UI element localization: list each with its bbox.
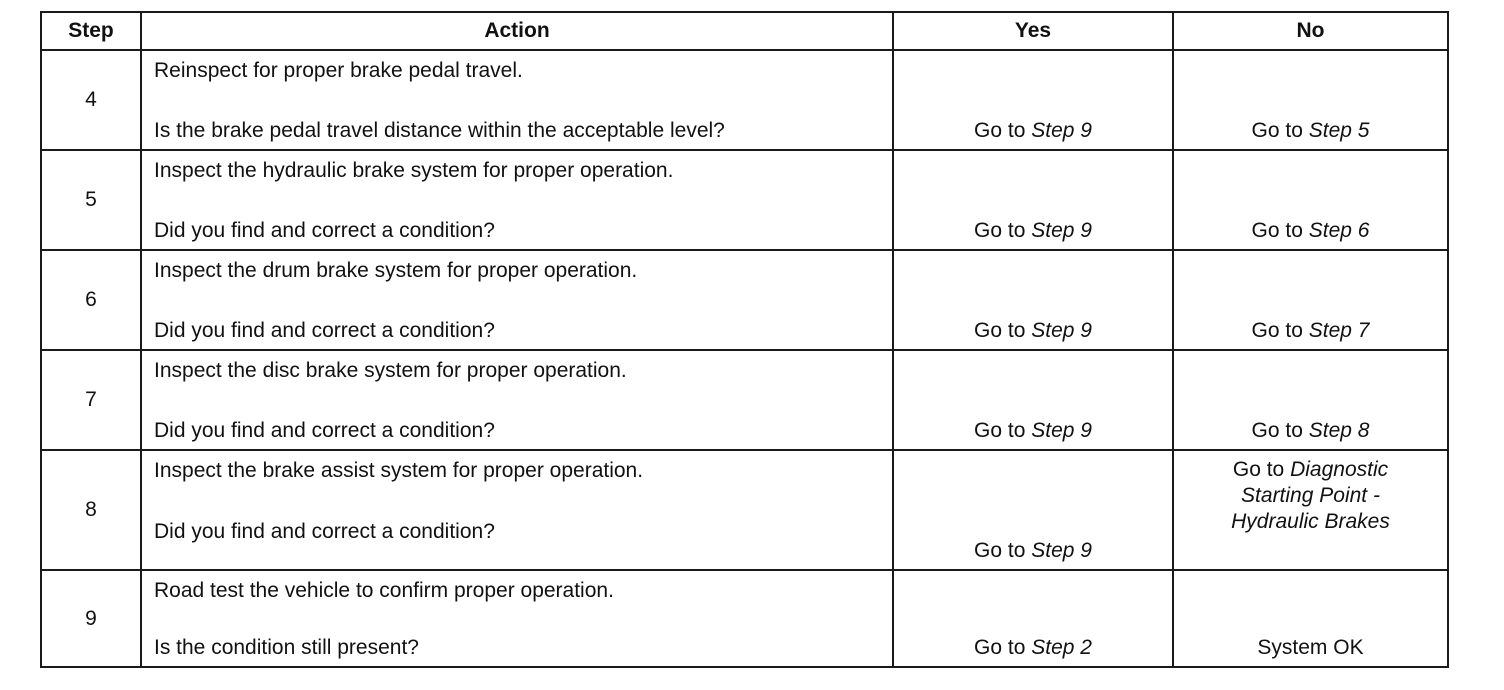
- yes-goto[interactable]: [894, 319, 1172, 343]
- no-goto[interactable]: [1174, 457, 1447, 535]
- yes-cell: [893, 50, 1173, 150]
- goto-prefix: Go to: [1232, 458, 1285, 481]
- action-cell: [141, 570, 893, 667]
- step-number: 6: [41, 250, 141, 350]
- goto-prefix: Go to: [974, 636, 1026, 659]
- action-question: Is the condition still present?: [154, 636, 419, 659]
- table-row: [41, 350, 1448, 450]
- no-cell: [1173, 250, 1448, 350]
- yes-cell: [893, 450, 1173, 570]
- action-instruction: Inspect the brake assist system for proper operation.: [154, 459, 644, 482]
- table-row: [41, 250, 1448, 350]
- action-instruction: Road test the vehicle to confirm proper operation.: [154, 579, 614, 602]
- goto-prefix: Go to: [974, 119, 1026, 142]
- action-instruction: Inspect the hydraulic brake system for proper operation.: [154, 159, 674, 182]
- action-question: Did you find and correct a condition?: [154, 219, 495, 242]
- action-instruction: Inspect the disc brake system for proper operation.: [154, 359, 627, 382]
- header-action: Action: [141, 12, 893, 50]
- yes-cell: [893, 570, 1173, 667]
- yes-cell: [893, 350, 1173, 450]
- step-number: 4: [41, 50, 141, 150]
- yes-goto[interactable]: [894, 539, 1172, 563]
- table-row: [41, 570, 1448, 667]
- header-step: Step: [41, 12, 141, 50]
- step-number: 8: [41, 450, 141, 570]
- diagnostic-table: [40, 11, 1449, 668]
- goto-ref: Hydraulic Brakes: [1231, 510, 1390, 533]
- header-no: No: [1173, 12, 1448, 50]
- header-yes: Yes: [893, 12, 1173, 50]
- action-question: Did you find and correct a condition?: [154, 520, 495, 543]
- action-instruction: Reinspect for proper brake pedal travel.: [154, 59, 523, 82]
- step-number: 5: [41, 150, 141, 250]
- goto-prefix: Go to: [974, 539, 1026, 562]
- action-question: Did you find and correct a condition?: [154, 419, 495, 442]
- yes-goto[interactable]: [894, 119, 1172, 143]
- goto-ref: Step 7: [1308, 319, 1370, 342]
- goto-prefix: Go to: [1251, 419, 1303, 442]
- goto-ref: Step 9: [1031, 319, 1092, 342]
- table-row: [41, 450, 1448, 570]
- no-cell: [1173, 350, 1448, 450]
- action-question: Did you find and correct a condition?: [154, 319, 495, 342]
- action-instruction: Inspect the drum brake system for proper operation.: [154, 259, 638, 282]
- goto-ref: Starting Point -: [1241, 484, 1380, 507]
- action-cell: [141, 250, 893, 350]
- goto-ref: Step 9: [1031, 119, 1092, 142]
- no-cell: [1173, 570, 1448, 667]
- table-row: [41, 150, 1448, 250]
- no-goto[interactable]: [1174, 319, 1447, 343]
- no-goto[interactable]: [1174, 419, 1447, 443]
- goto-ref: Step 6: [1308, 219, 1370, 242]
- no-goto[interactable]: [1174, 119, 1447, 143]
- yes-goto[interactable]: [894, 219, 1172, 243]
- goto-ref: Step 5: [1308, 119, 1370, 142]
- goto-ref: Step 9: [1031, 539, 1092, 562]
- goto-prefix: Go to: [974, 419, 1026, 442]
- yes-goto[interactable]: [894, 419, 1172, 443]
- table-row: [41, 50, 1448, 150]
- step-number: 9: [41, 570, 141, 667]
- goto-prefix: Go to: [1251, 119, 1303, 142]
- system-ok-text: System OK: [1257, 636, 1364, 659]
- action-question: Is the brake pedal travel distance within the acceptable level?: [154, 119, 725, 142]
- goto-prefix: Go to: [974, 319, 1026, 342]
- goto-ref: Diagnostic: [1290, 458, 1389, 481]
- yes-cell: [893, 250, 1173, 350]
- goto-prefix: Go to: [974, 219, 1026, 242]
- yes-goto[interactable]: [894, 636, 1172, 660]
- yes-cell: [893, 150, 1173, 250]
- action-cell: [141, 450, 893, 570]
- goto-prefix: Go to: [1251, 219, 1303, 242]
- step-number: 7: [41, 350, 141, 450]
- goto-prefix: Go to: [1251, 319, 1303, 342]
- no-cell: [1173, 450, 1448, 570]
- no-cell: [1173, 150, 1448, 250]
- goto-ref: Step 8: [1308, 419, 1370, 442]
- action-cell: [141, 50, 893, 150]
- goto-ref: Step 9: [1031, 419, 1092, 442]
- no-goto[interactable]: [1174, 219, 1447, 243]
- action-cell: [141, 150, 893, 250]
- no-cell: [1173, 50, 1448, 150]
- action-cell: [141, 350, 893, 450]
- goto-ref: Step 9: [1031, 219, 1092, 242]
- header-row: [41, 12, 1448, 50]
- goto-ref: Step 2: [1031, 636, 1092, 659]
